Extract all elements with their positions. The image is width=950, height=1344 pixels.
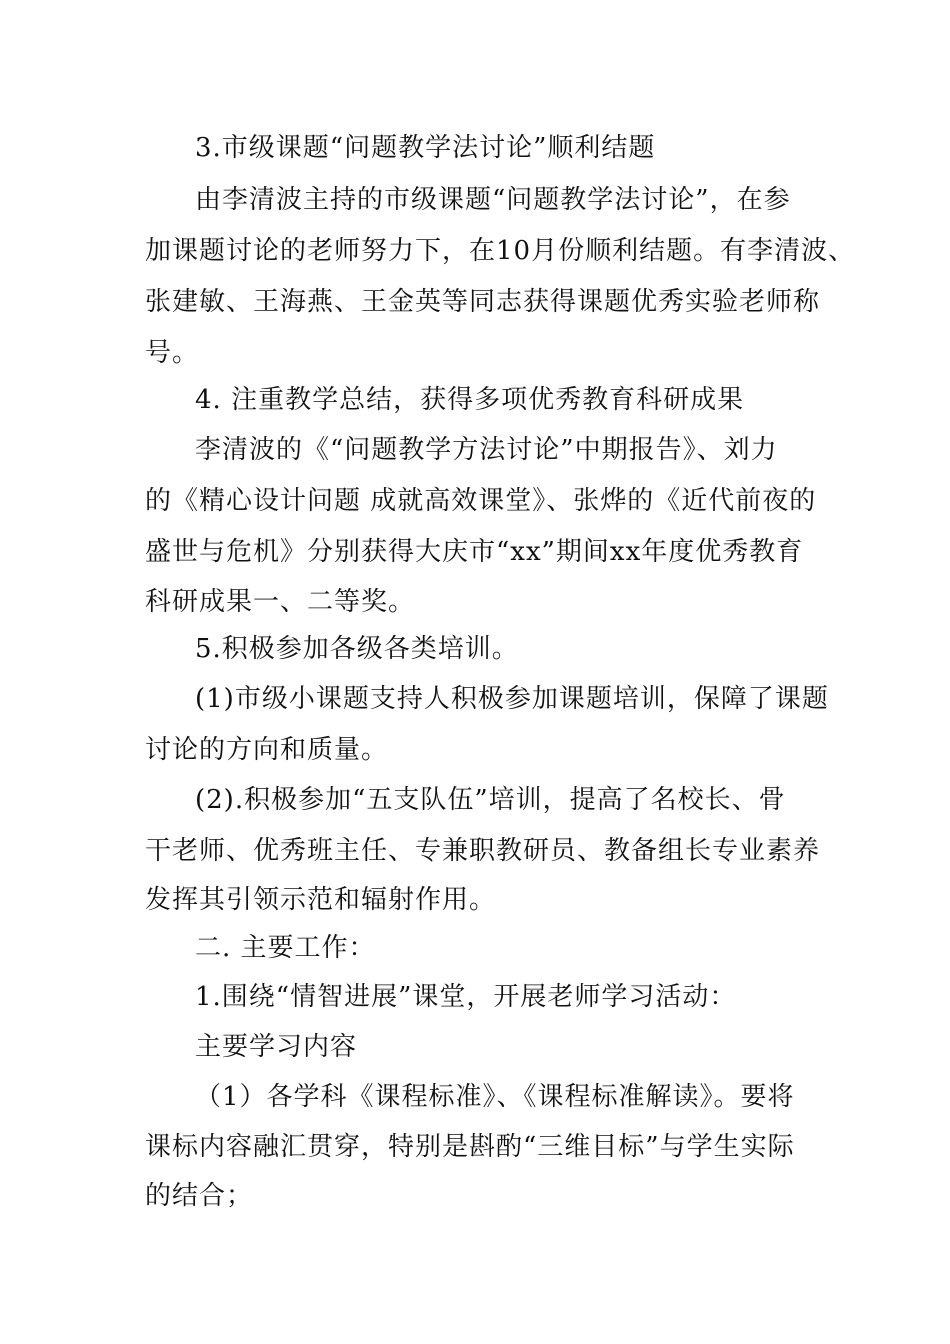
- paragraph-line: 盛世与危机》分别获得大庆市“xx”期间xx年度优秀教育: [145, 537, 804, 567]
- paragraph-line: 李清波的《“问题教学方法讨论”中期报告》、刘力: [195, 435, 778, 465]
- paragraph-line: 讨论的方向和质量。: [145, 735, 389, 765]
- paragraph-line: (1)市级小课题支持人积极参加课题培训，保障了课题: [195, 684, 829, 714]
- paragraph-line: 号。: [145, 338, 200, 368]
- section-heading-4: 4. 注重教学总结，获得多项优秀教育科研成果: [195, 385, 745, 415]
- section-heading-3: 3.市级课题“问题教学法讨论”顺利结题: [195, 133, 656, 163]
- paragraph-line: 课标内容融汇贯穿，特别是斟酌“三维目标”与学生实际: [145, 1132, 795, 1162]
- section-heading-main-work: 二. 主要工作：: [195, 933, 376, 963]
- paragraph-line: 干老师、优秀班主任、专兼职教研员、教备组长专业素养: [145, 836, 821, 866]
- paragraph-line: (2).积极参加“五支队伍”培训，提高了名校长、骨: [195, 785, 786, 815]
- paragraph-line: 的《精心设计问题 成就高效课堂》、张烨的《近代前夜的: [145, 486, 817, 516]
- section-heading-5: 5.积极参加各级各类培训。: [195, 634, 519, 664]
- subsection-heading-content: 主要学习内容: [195, 1032, 358, 1062]
- paragraph-line: 由李清波主持的市级课题“问题教学法讨论”，在参: [195, 185, 791, 215]
- paragraph-line: 发挥其引领示范和辐射作用。: [145, 885, 497, 915]
- paragraph-line: 科研成果一、二等奖。: [145, 587, 416, 617]
- paragraph-line: （1）各学科《课程标准》、《课程标准解读》。要将: [195, 1082, 795, 1112]
- paragraph-line: 的结合；: [145, 1181, 254, 1211]
- subsection-heading-1: 1.围绕“情智进展”课堂，开展老师学习活动：: [195, 982, 737, 1012]
- paragraph-line: 张建敏、王海燕、王金英等同志获得课题优秀实验老师称: [145, 287, 821, 317]
- paragraph-line: 加课题讨论的老师努力下，在10月份顺利结题。有李清波、: [145, 236, 856, 266]
